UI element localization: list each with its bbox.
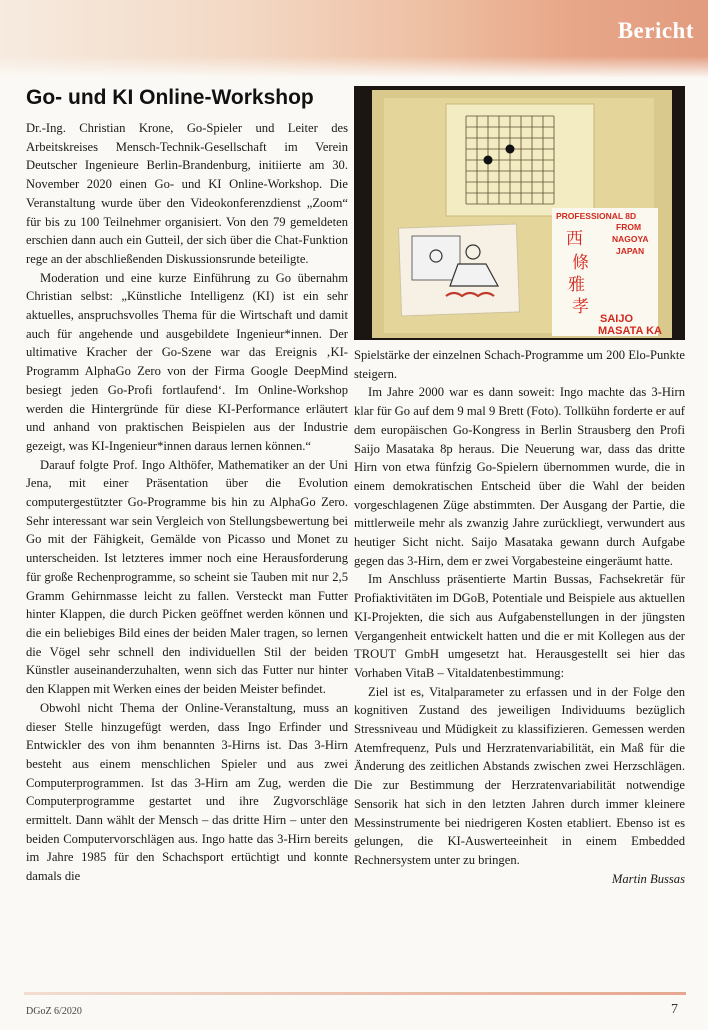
section-tag: Bericht: [617, 18, 694, 43]
paragraph: Im Anschluss präsentierte Martin Bussas, Fachsekretär für Profiaktivitäten im DGoB, Potentiale und Beispiele aus aktuellen KI-Projekten, die sich aus Aufgabenstellungen in der jüngsten Vergangenheit entwickelt hatten und die er mit Kollegen aus der TROUT GmbH umgesetzt hat. Herausgestellt sei hier das Vorhaben VitaB – Vitaldatenbestimmung:: [354, 572, 685, 680]
paragraph: Dr.-Ing. Christian Krone, Go-Spieler und Leiter des Arbeitskreises Mensch-Technik-Gesellschaft im Verein Deutscher Ingenieure Berlin-Brandenburg, initiierte am 30. November 2020 einen Go- und KI Online-Workshop. Die Veranstaltung wurde über den Videokonferenzdienst „Zoom“ für bis zu 100 Teilnehmer organisiert. Von den 79 gemeldeten erschien dann auch ein Gutteil, der sich über die Chat-Funktion rege an der abschließenden Diskussionsrunde beteiligte.: [26, 121, 348, 266]
black-stone: [506, 145, 515, 154]
page-number: 7: [671, 1002, 678, 1017]
sign-text: MASATA KA: [598, 325, 662, 337]
black-stone: [484, 156, 493, 165]
kanji: 雅: [568, 275, 585, 295]
author-signature: Martin Bussas: [611, 871, 685, 886]
sign-text: JAPAN: [616, 246, 645, 256]
paragraph: Moderation und eine kurze Einführung zu Go übernahm Christian selbst: „Künstliche Intelligenz (KI) ist ein sehr aktuelles, anspruchsvolles Thema für die Wirtschaft und damit auch für angehende und ausgebildete Ingenieur*innen. Der ultimative Kracher der Go-Szene war das Ereignis ‚KI-Programm AlphaGo Zero von der Firma Google DeepMind besiegt jeden Go-Profi fortlaufend‘. Im Online-Workshop werden die Hintergründe für diese KI-Performance erläutert und anhand von praktischen Beispielen aus der Industrie gezeigt, was KI-Ingenieur*innen daraus lernen können.“: [26, 270, 348, 453]
right-column: [354, 346, 685, 888]
sign-text: SAIJO: [600, 313, 634, 325]
photo-illustration: [354, 86, 685, 340]
paragraph: Obwohl nicht Thema der Online-Veranstaltung, muss an dieser Stelle hinzugefügt werden, dass Ingo Erfinder und Entwickler des von ihm benannten 3-Hirns ist. Das 3-Hirn besteht aus einem menschlichen Spieler und aus zwei Computerprogrammen. Ist das 3-Hirn am Zug, werden die Computerprogramme gestartet und ihre Zugvorschläge ermittelt. Dann wählt der Mensch – das dritte Hirn – unter den beiden Computervorschlägen aus. Ingo hatte das 3-Hirn bereits im Jahre 1985 für den Schachsport ertüchtigt und konnte damals die: [26, 700, 348, 884]
header-band: [0, 0, 708, 78]
paragraph: Ziel ist es, Vitalparameter zu erfassen und in der Folge den kognitiven Zustand des jeweiligen Individuums bezüglich Stressniveau und Müdigkeit zu klassifizieren. Gemessen werden Atemfrequenz, Puls und Herzratenvariabilität, ein Maß für die Änderung des zeitlichen Abstands zwischen zwei Herzschlägen. Die zur Bestimmung der Herzratenvariabilität notwendige Sensorik hat sich in den letzten Jahren durch immer kleinere Messinstrumente bei niedrigeren Kosten etabliert. Ebenso ist es gelungen, die KI-Auswerteeinheit in einem Embedded Rechnersystem unter zu bringen.: [354, 684, 685, 867]
kanji: 孝: [572, 297, 589, 317]
paragraph: Spielstärke der einzelnen Schach-Programme um 200 Elo-Punkte steigern.: [354, 348, 685, 381]
article-title: Go- und KI Online-Workshop: [26, 86, 314, 109]
left-column: [26, 119, 348, 886]
kanji: 條: [572, 253, 589, 273]
paragraph: Im Jahre 2000 war es dann soweit: Ingo machte das 3-Hirn klar für Go auf dem 9 mal 9 Brett (Foto). Tollkühn forderte er auf dem europäischen Go-Kongress in Berlin Strausberg den Profi Saijo Masataka 8p heraus. Die Neuerung war, dass das dritte Hirn von etwa fünfzig Go-Spielern übernommen wurde, die in einem demokratischen Entscheid über die Wahl der beiden vorgeschlagenen Züge abstimmten. Der Ausgang der Partie, die mittlerweile mehr als zwanzig Jahre zurückliegt, verwundert aus heutiger Sicht nicht. Saijo Masataka gewann durch Aufgabe gegen das 3-Hirn, dem er zwei Vorgabesteine eingeräumt hatte.: [354, 385, 685, 568]
footer-rule: [24, 992, 686, 995]
issue-label: DGoZ 6/2020: [26, 1006, 82, 1017]
sign-text: FROM: [616, 222, 642, 232]
kanji: 西: [566, 229, 583, 249]
paragraph: Darauf folgte Prof. Ingo Althöfer, Mathematiker an der Uni Jena, mit einer Präsentation über die Evolution computergestützter Go-Programme bis hin zu AlphaGo Zero. Sehr interessant war sein Vergleich von Stellungsbewertung bei Go mit der Fähigkeit, Gemälde von Picasso und Monet zu unterscheiden. Ist letzteres immer noch eine Herausforderung für große Rechenprogramme, so scheint sie Tauben mit nur 2,5 Gramm Gehirnmasse leicht zu fallen. Versteckt man Futter hinter Klappen, die durch Picken geöffnet werden können und die ein beliebiges Bild eines der beiden Maler tragen, so lernen die Vögel sehr schnell den individuellen Stil der beiden Künstler auseinanderzuhalten, wenn sich das Futter nur hinter den Klappen mit Werken eines der beiden Meister befindet.: [26, 457, 348, 697]
go-board-photo: [354, 86, 685, 340]
sign-text: PROFESSIONAL 8D: [556, 211, 637, 221]
sign-text: NAGOYA: [612, 234, 649, 244]
